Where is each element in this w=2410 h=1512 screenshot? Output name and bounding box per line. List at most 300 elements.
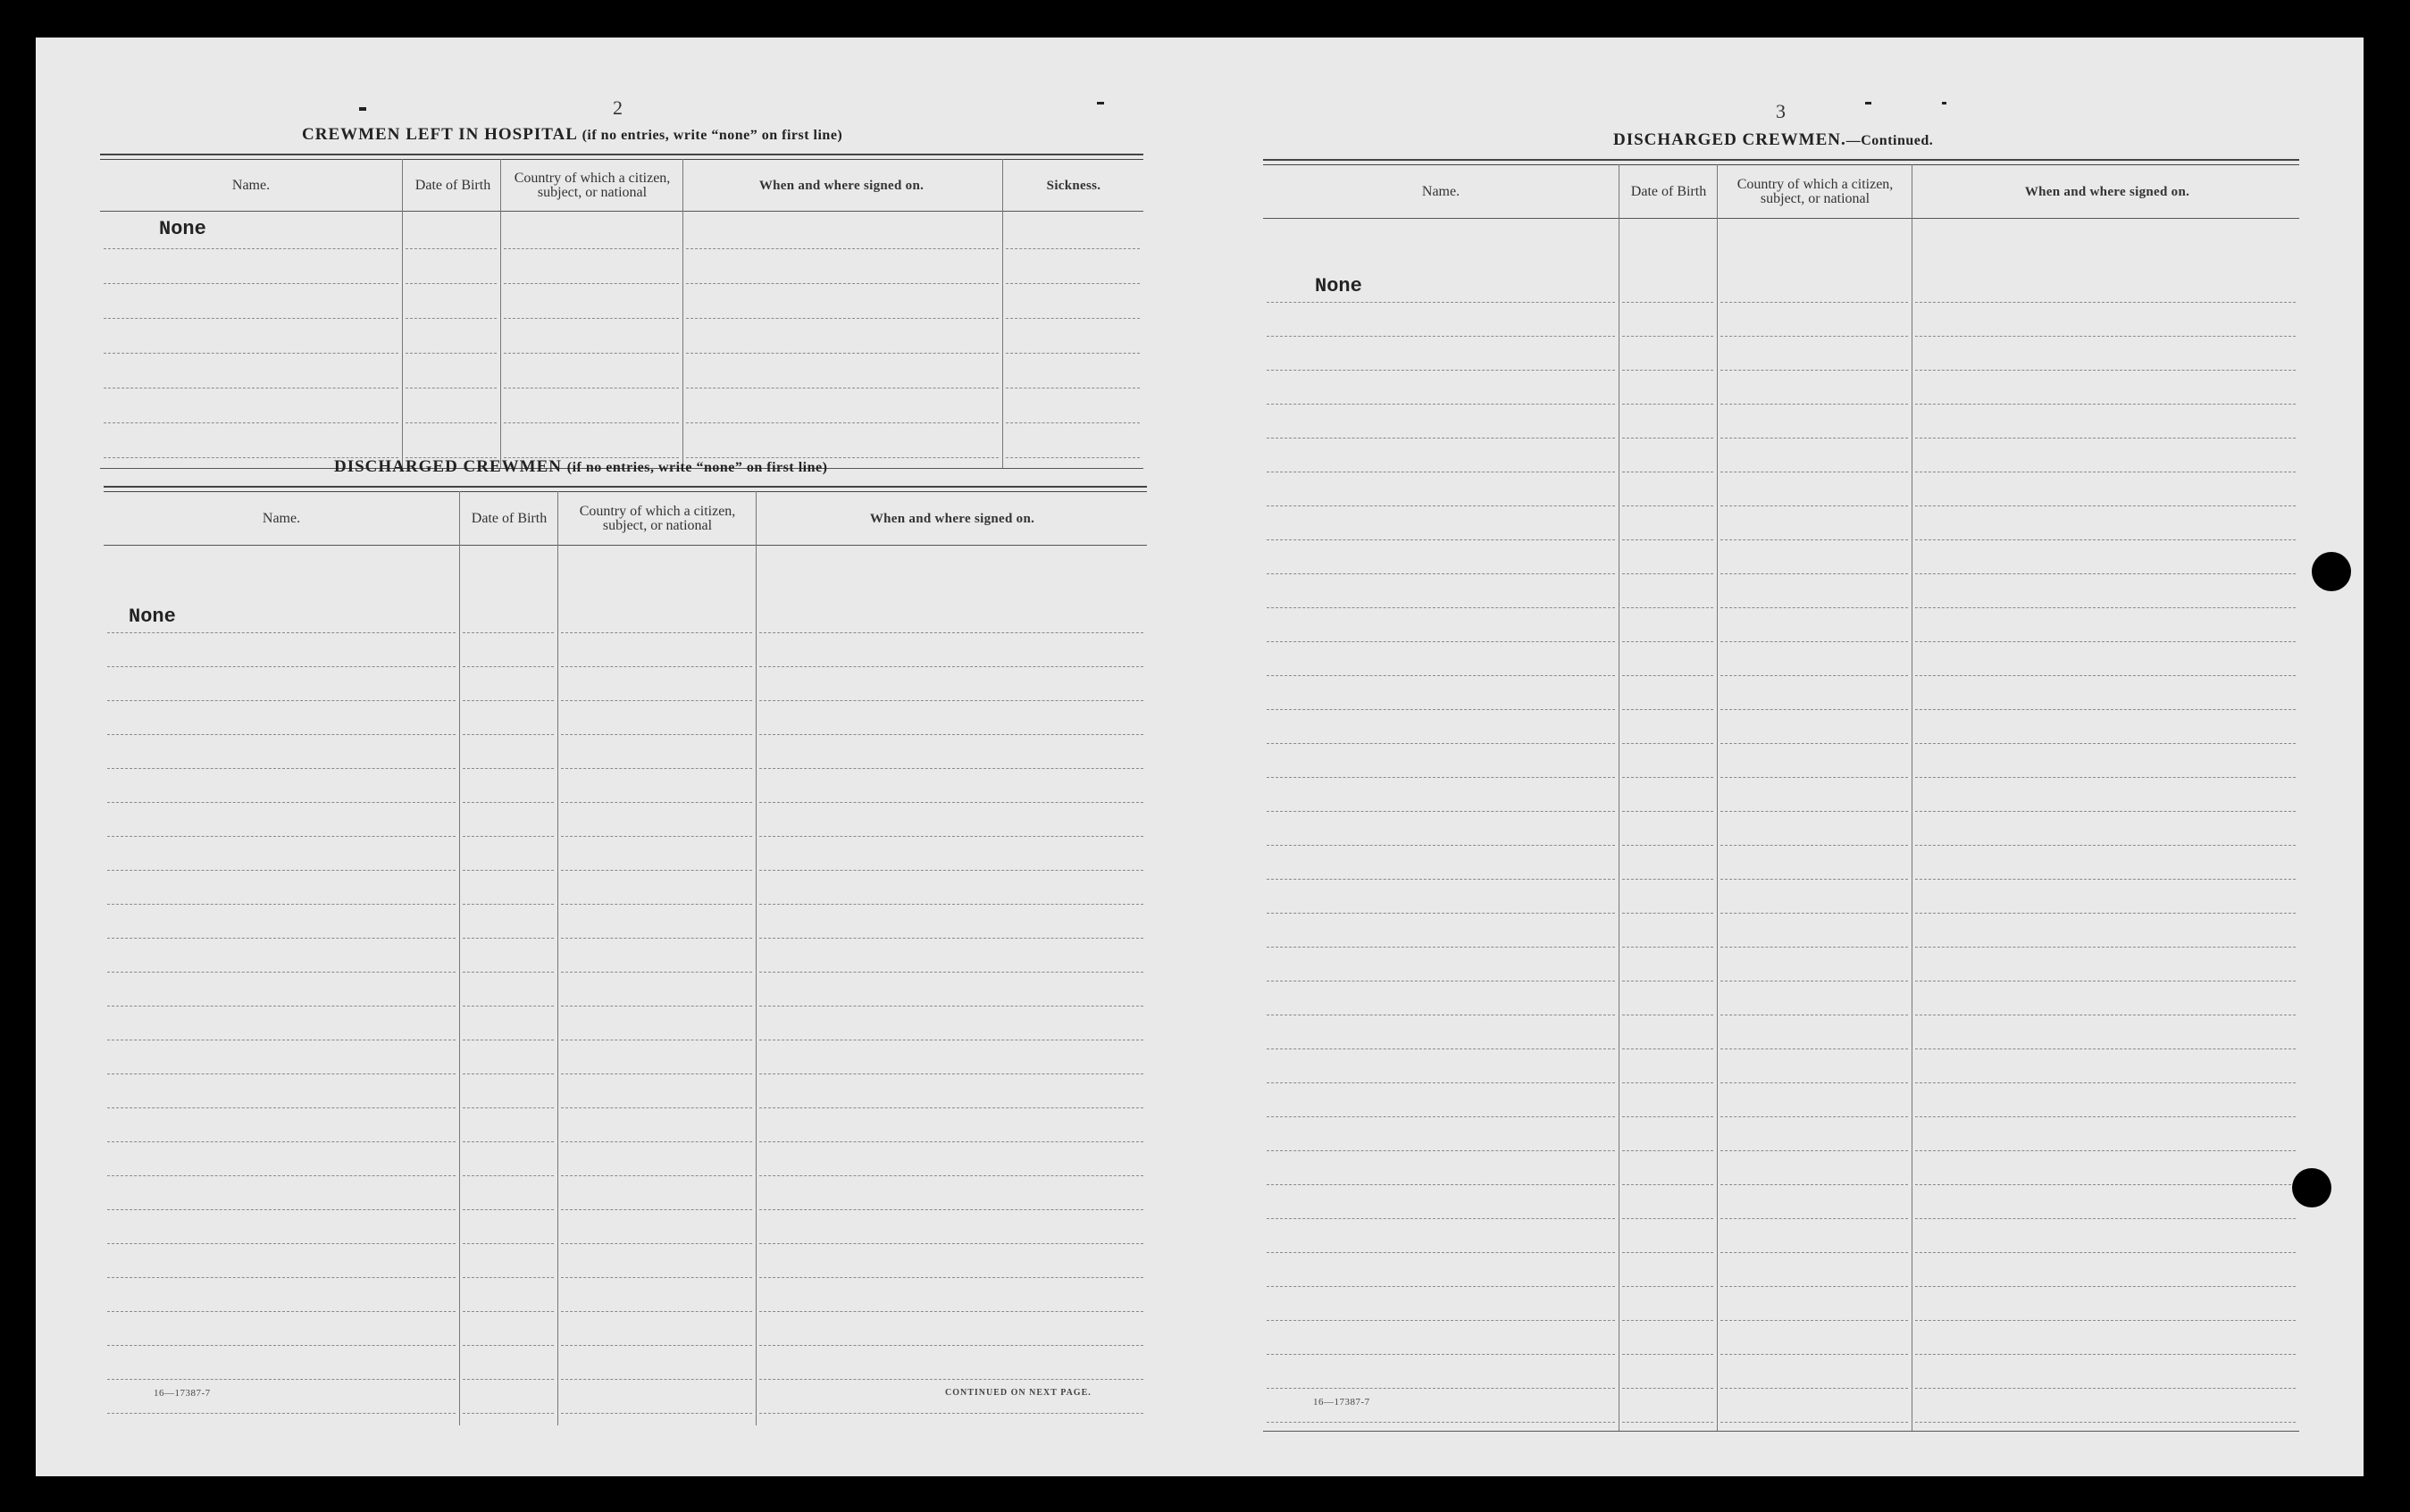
ruled-line	[1720, 879, 1908, 880]
ruled-line	[504, 353, 679, 354]
table-top-rule	[1263, 159, 2299, 165]
ruled-line	[1622, 1388, 1713, 1389]
ruled-line	[1720, 1354, 1908, 1355]
ruled-line	[504, 422, 679, 423]
ruled-line	[1720, 1048, 1908, 1049]
form-sheet	[36, 38, 2364, 1476]
ruled-line	[1720, 1286, 1908, 1287]
column-header-name: Name.	[231, 178, 271, 193]
ruled-line	[463, 972, 554, 973]
column-header-date-of-birth: Date of Birth	[471, 511, 548, 526]
ruled-line	[463, 1141, 554, 1142]
ruled-line	[1915, 641, 2296, 642]
ruled-line	[107, 836, 456, 837]
ruled-line	[1720, 1422, 1908, 1423]
ruled-line	[1720, 913, 1908, 914]
ruled-line	[759, 768, 1143, 769]
ruled-line	[759, 632, 1143, 633]
ruled-line	[759, 938, 1143, 939]
column-header-signed-on: When and where signed on.	[2024, 185, 2190, 199]
ruled-line	[561, 1277, 752, 1278]
ruled-line	[1915, 1150, 2296, 1151]
discharged-continued-text: DISCHARGED CREWMEN.	[1613, 130, 1846, 149]
ruled-line	[1720, 607, 1908, 608]
ruled-line	[561, 1243, 752, 1244]
ruled-line	[104, 353, 398, 354]
ruled-line	[1720, 404, 1908, 405]
ruled-line	[504, 318, 679, 319]
ruled-line	[463, 1277, 554, 1278]
ruled-line	[1622, 641, 1713, 642]
ruled-line	[561, 938, 752, 939]
ruled-line	[107, 1209, 456, 1210]
ruled-line	[107, 972, 456, 973]
ruled-line	[1267, 1150, 1615, 1151]
ruled-line	[1267, 1320, 1615, 1321]
column-divider	[500, 159, 501, 468]
ruled-line	[686, 283, 999, 284]
ruled-line	[1720, 709, 1908, 710]
discharged-table	[104, 486, 1147, 1427]
ruled-line	[1915, 505, 2296, 506]
ruled-line	[104, 248, 398, 249]
hospital-title-note: (if no entries, write “none” on first line)	[582, 128, 843, 143]
punch-hole	[2292, 1168, 2331, 1207]
ruled-line	[561, 1345, 752, 1346]
ruled-line	[759, 666, 1143, 667]
ruled-line	[1006, 353, 1140, 354]
ruled-line	[1267, 947, 1615, 948]
ruled-line	[759, 802, 1143, 803]
ruled-line	[759, 1107, 1143, 1108]
ruled-line	[561, 632, 752, 633]
ruled-line	[1622, 438, 1713, 439]
ruled-line	[1622, 811, 1713, 812]
ruled-line	[107, 734, 456, 735]
ruled-line	[1915, 573, 2296, 574]
ruled-line	[1267, 1184, 1615, 1185]
column-header-signed-on: When and where signed on.	[869, 512, 1035, 526]
ruled-line	[1915, 1354, 2296, 1355]
ruled-line	[1622, 913, 1713, 914]
ruled-line	[1720, 981, 1908, 982]
ruled-line	[1720, 1388, 1908, 1389]
ruled-line	[1915, 302, 2296, 303]
ruled-line	[561, 1141, 752, 1142]
ruled-line	[1720, 1184, 1908, 1185]
ruled-line	[1915, 1218, 2296, 1219]
ruled-line	[504, 248, 679, 249]
scan-speck	[1097, 102, 1104, 104]
ruled-line	[759, 700, 1143, 701]
ruled-line	[1267, 1388, 1615, 1389]
ruled-line	[1622, 845, 1713, 846]
ruled-line	[104, 422, 398, 423]
hospital-section-title	[302, 125, 842, 145]
ruled-line	[1915, 607, 2296, 608]
hospital-title-text: CREWMEN LEFT IN HOSPITAL	[302, 125, 577, 144]
ruled-line	[463, 700, 554, 701]
ruled-line	[1267, 1422, 1615, 1423]
ruled-line	[1622, 1082, 1713, 1083]
ruled-line	[1267, 336, 1615, 337]
ruled-line	[1720, 947, 1908, 948]
ruled-line	[1915, 947, 2296, 948]
ruled-line	[463, 1413, 554, 1414]
column-header-country: Country of which a citizen, subject, or national	[1736, 177, 1894, 206]
ruled-line	[1622, 981, 1713, 982]
ruled-line	[1915, 1422, 2296, 1423]
ruled-line	[1720, 1116, 1908, 1117]
ruled-line	[1267, 1116, 1615, 1117]
ruled-line	[759, 1311, 1143, 1312]
ruled-line	[1720, 1150, 1908, 1151]
ruled-line	[1622, 1218, 1713, 1219]
ruled-line	[463, 1311, 554, 1312]
ruled-line	[1915, 811, 2296, 812]
ruled-line	[759, 836, 1143, 837]
scan-speck	[1942, 102, 1946, 104]
ruled-line	[1267, 607, 1615, 608]
ruled-line	[107, 1175, 456, 1176]
ruled-line	[759, 1413, 1143, 1414]
ruled-line	[1720, 811, 1908, 812]
discharged-continued-title	[1613, 130, 1933, 150]
ruled-line	[1006, 422, 1140, 423]
ruled-line	[107, 1311, 456, 1312]
ruled-line	[759, 1243, 1143, 1244]
ruled-line	[1622, 675, 1713, 676]
ruled-line	[406, 353, 497, 354]
ruled-line	[406, 283, 497, 284]
ruled-line	[759, 1175, 1143, 1176]
ruled-line	[406, 318, 497, 319]
ruled-line	[1267, 438, 1615, 439]
ruled-line	[1006, 318, 1140, 319]
ruled-line	[561, 1311, 752, 1312]
discharged-section-title	[334, 457, 827, 477]
ruled-line	[759, 972, 1143, 973]
ruled-line	[1915, 370, 2296, 371]
ruled-line	[107, 1107, 456, 1108]
scan-speck	[359, 107, 366, 111]
ruled-line	[1267, 1082, 1615, 1083]
ruled-line	[104, 318, 398, 319]
ruled-line	[1267, 370, 1615, 371]
ruled-line	[1622, 1184, 1713, 1185]
ruled-line	[1622, 370, 1713, 371]
ruled-line	[1915, 1320, 2296, 1321]
ruled-line	[1720, 845, 1908, 846]
ruled-line	[463, 734, 554, 735]
ruled-line	[1915, 404, 2296, 405]
ruled-line	[406, 422, 497, 423]
column-header-country: Country of which a citizen, subject, or national	[579, 504, 736, 533]
ruled-line	[1622, 404, 1713, 405]
ruled-line	[1622, 1252, 1713, 1253]
ruled-line	[1720, 573, 1908, 574]
ruled-line	[1622, 1354, 1713, 1355]
ruled-line	[1915, 743, 2296, 744]
ruled-line	[686, 248, 999, 249]
punch-hole	[2312, 552, 2351, 591]
column-header-signed-on: When and where signed on.	[758, 179, 925, 193]
column-header-name: Name.	[262, 511, 301, 526]
ruled-line	[463, 870, 554, 871]
column-divider	[1002, 159, 1003, 468]
ruled-line	[561, 734, 752, 735]
ruled-line	[1267, 1252, 1615, 1253]
column-header-date-of-birth: Date of Birth	[1630, 184, 1707, 199]
ruled-line	[1622, 302, 1713, 303]
ruled-line	[1006, 248, 1140, 249]
ruled-line	[463, 1345, 554, 1346]
ruled-line	[107, 870, 456, 871]
ruled-line	[686, 318, 999, 319]
ruled-line	[1622, 1422, 1713, 1423]
hospital-table	[100, 154, 1143, 470]
ruled-line	[463, 836, 554, 837]
ruled-line	[1720, 539, 1908, 540]
ruled-line	[463, 666, 554, 667]
ruled-line	[1720, 438, 1908, 439]
ruled-line	[1720, 641, 1908, 642]
ruled-line	[1267, 913, 1615, 914]
ruled-line	[1915, 981, 2296, 982]
ruled-line	[1622, 709, 1713, 710]
ruled-line	[1915, 1252, 2296, 1253]
ruled-line	[561, 870, 752, 871]
ruled-line	[107, 768, 456, 769]
ruled-line	[107, 666, 456, 667]
ruled-line	[1622, 1048, 1713, 1049]
ruled-line	[1267, 845, 1615, 846]
ruled-line	[561, 768, 752, 769]
ruled-line	[463, 1107, 554, 1108]
ruled-line	[107, 1141, 456, 1142]
ruled-line	[1915, 539, 2296, 540]
ruled-line	[561, 1006, 752, 1007]
ruled-line	[107, 1277, 456, 1278]
ruled-line	[759, 1379, 1143, 1380]
hospital-entry-name: None	[159, 218, 206, 240]
ruled-line	[1267, 1354, 1615, 1355]
header-bottom-rule	[1263, 218, 2299, 219]
column-header-country: Country of which a citizen, subject, or national	[514, 171, 671, 200]
ruled-line	[107, 904, 456, 905]
ruled-line	[1622, 336, 1713, 337]
ruled-line	[1267, 1286, 1615, 1287]
ruled-line	[1720, 1218, 1908, 1219]
ruled-line	[561, 972, 752, 973]
ruled-line	[463, 802, 554, 803]
ruled-line	[759, 1006, 1143, 1007]
ruled-line	[107, 1345, 456, 1346]
ruled-line	[561, 666, 752, 667]
ruled-line	[1915, 1116, 2296, 1117]
page-right	[1197, 38, 2358, 1476]
ruled-line	[1622, 1150, 1713, 1151]
column-header-date-of-birth: Date of Birth	[414, 178, 491, 193]
ruled-line	[1622, 573, 1713, 574]
ruled-line	[759, 904, 1143, 905]
ruled-line	[463, 1379, 554, 1380]
ruled-line	[1006, 457, 1140, 458]
ruled-line	[463, 1243, 554, 1244]
ruled-line	[759, 1141, 1143, 1142]
ruled-line	[1720, 1082, 1908, 1083]
ruled-line	[759, 1209, 1143, 1210]
ruled-line	[107, 1243, 456, 1244]
ruled-line	[463, 904, 554, 905]
ruled-line	[107, 1379, 456, 1380]
discharged-entry-name: None	[129, 606, 176, 628]
ruled-line	[504, 283, 679, 284]
page-number: 3	[1776, 100, 1786, 122]
ruled-line	[1622, 743, 1713, 744]
table-top-rule	[100, 154, 1143, 160]
ruled-line	[759, 734, 1143, 735]
ruled-line	[1622, 1320, 1713, 1321]
ruled-line	[1720, 1252, 1908, 1253]
ruled-line	[1267, 777, 1615, 778]
ruled-line	[1915, 1048, 2296, 1049]
ruled-line	[1267, 743, 1615, 744]
discharged-continued-entry-name: None	[1315, 275, 1362, 297]
ruled-line	[107, 700, 456, 701]
ruled-line	[1915, 777, 2296, 778]
ruled-line	[463, 938, 554, 939]
ruled-line	[1915, 336, 2296, 337]
continued-suffix: —Continued.	[1845, 133, 1934, 148]
ruled-line	[463, 1073, 554, 1074]
ruled-line	[1622, 539, 1713, 540]
ruled-line	[1915, 1388, 2296, 1389]
ruled-line	[107, 1006, 456, 1007]
ruled-line	[1622, 1116, 1713, 1117]
ruled-line	[1720, 336, 1908, 337]
column-divider	[402, 159, 403, 468]
ruled-line	[463, 1209, 554, 1210]
column-divider	[682, 159, 683, 468]
ruled-line	[107, 1073, 456, 1074]
ruled-line	[1006, 283, 1140, 284]
column-divider	[756, 491, 757, 1425]
ruled-line	[759, 1073, 1143, 1074]
ruled-line	[1915, 438, 2296, 439]
ruled-line	[1622, 505, 1713, 506]
ruled-line	[1267, 981, 1615, 982]
ruled-line	[1622, 879, 1713, 880]
discharged-title-note: (if no entries, write “none” on first line)	[566, 460, 828, 475]
ruled-line	[107, 632, 456, 633]
column-header-name: Name.	[1421, 184, 1460, 199]
ruled-line	[561, 802, 752, 803]
ruled-line	[1720, 302, 1908, 303]
ruled-line	[1915, 879, 2296, 880]
ruled-line	[1622, 607, 1713, 608]
ruled-line	[1915, 913, 2296, 914]
form-code: 16—17387-7	[154, 1388, 211, 1399]
ruled-line	[1267, 539, 1615, 540]
ruled-line	[561, 1209, 752, 1210]
column-divider	[557, 491, 558, 1425]
discharged-continued-table	[1263, 159, 2299, 1433]
ruled-line	[561, 836, 752, 837]
ruled-line	[686, 422, 999, 423]
ruled-line	[1915, 1286, 2296, 1287]
ruled-line	[107, 938, 456, 939]
ruled-line	[1267, 573, 1615, 574]
column-divider	[459, 491, 460, 1425]
table-bottom-rule	[1263, 1431, 2299, 1432]
ruled-line	[1267, 404, 1615, 405]
discharged-title-text: DISCHARGED CREWMEN	[334, 457, 562, 476]
ruled-line	[561, 1379, 752, 1380]
ruled-line	[1915, 845, 2296, 846]
ruled-line	[1915, 1184, 2296, 1185]
ruled-line	[463, 1175, 554, 1176]
ruled-line	[1720, 370, 1908, 371]
ruled-line	[1267, 505, 1615, 506]
ruled-line	[759, 1345, 1143, 1346]
header-bottom-rule	[104, 545, 1147, 546]
ruled-line	[1267, 879, 1615, 880]
ruled-line	[561, 700, 752, 701]
ruled-line	[686, 353, 999, 354]
ruled-line	[1915, 709, 2296, 710]
ruled-line	[406, 248, 497, 249]
page-number: 2	[613, 96, 623, 119]
ruled-line	[1915, 1082, 2296, 1083]
ruled-line	[759, 1277, 1143, 1278]
ruled-line	[1267, 675, 1615, 676]
ruled-line	[759, 870, 1143, 871]
scan-speck	[1865, 102, 1871, 104]
ruled-line	[1720, 675, 1908, 676]
ruled-line	[463, 632, 554, 633]
form-code: 16—17387-7	[1313, 1397, 1370, 1408]
ruled-line	[107, 802, 456, 803]
continued-note: CONTINUED ON NEXT PAGE.	[945, 1388, 1092, 1398]
ruled-line	[1915, 675, 2296, 676]
ruled-line	[1720, 777, 1908, 778]
ruled-line	[1267, 1218, 1615, 1219]
ruled-line	[561, 1175, 752, 1176]
ruled-line	[1622, 777, 1713, 778]
ruled-line	[561, 1107, 752, 1108]
ruled-line	[1267, 709, 1615, 710]
ruled-line	[1622, 1286, 1713, 1287]
ruled-line	[1267, 1048, 1615, 1049]
ruled-line	[1622, 947, 1713, 948]
ruled-line	[561, 904, 752, 905]
ruled-line	[1720, 505, 1908, 506]
column-divider	[1717, 164, 1718, 1431]
ruled-line	[1267, 302, 1615, 303]
table-top-rule	[104, 486, 1147, 492]
ruled-line	[107, 1413, 456, 1414]
ruled-line	[1267, 811, 1615, 812]
ruled-line	[1267, 641, 1615, 642]
ruled-line	[1720, 743, 1908, 744]
ruled-line	[561, 1413, 752, 1414]
ruled-line	[104, 283, 398, 284]
ruled-line	[561, 1073, 752, 1074]
ruled-line	[463, 768, 554, 769]
header-bottom-rule	[100, 211, 1143, 212]
page-left	[36, 38, 1161, 1476]
